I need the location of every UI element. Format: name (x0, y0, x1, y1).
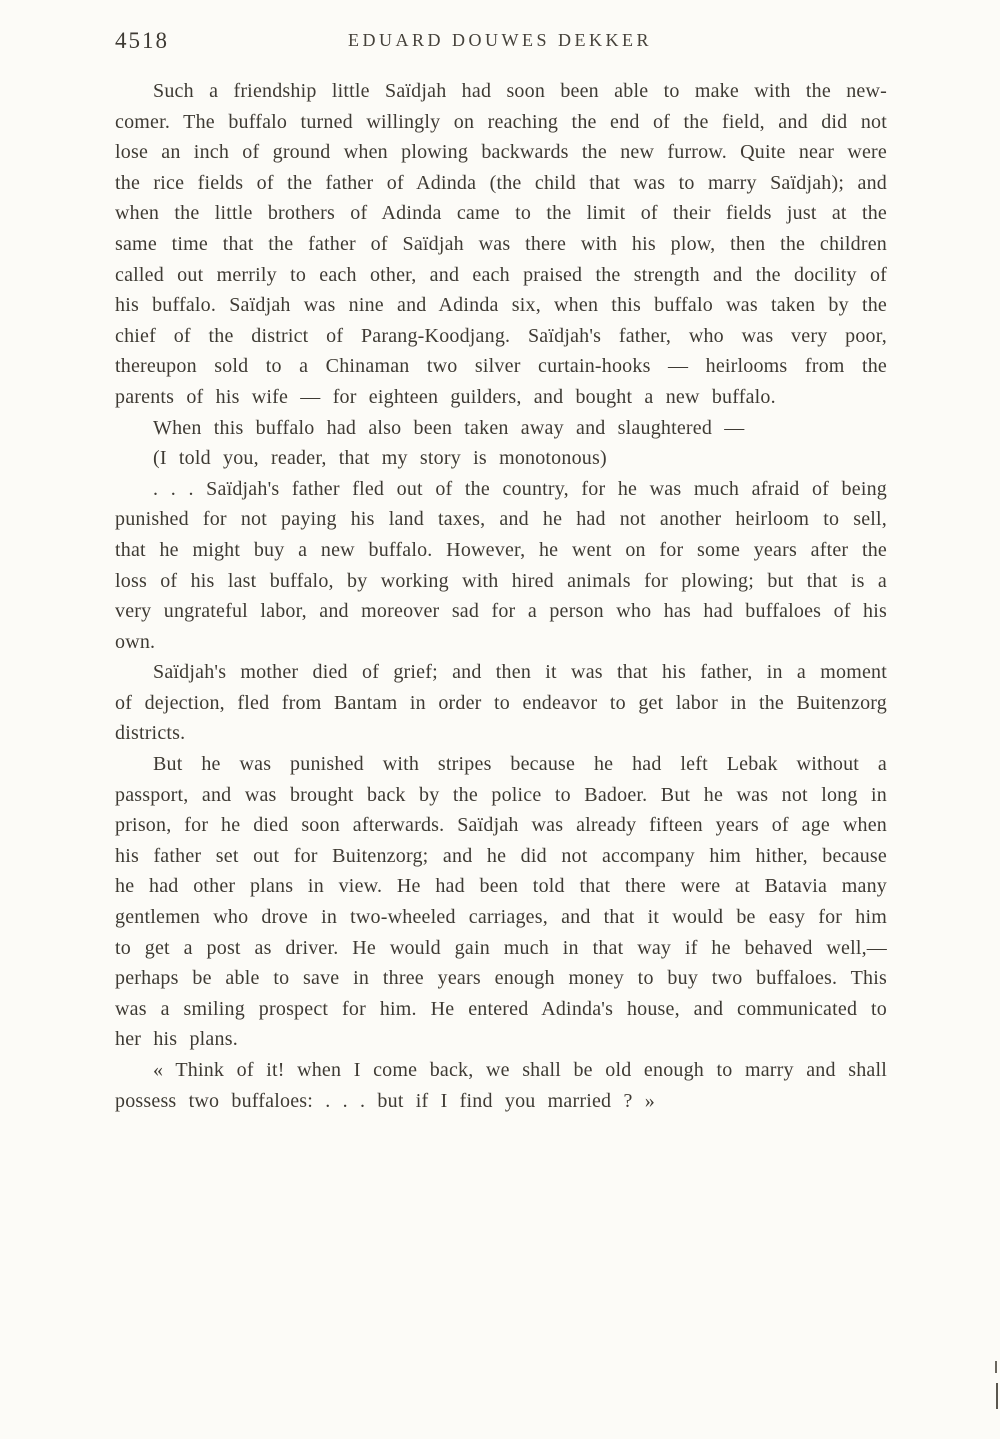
paragraph: « Think of it! when I come back, we shall be old enough to marry and shall possess two buffaloes: . . . but if I find you married ? » (115, 1059, 887, 1112)
paragraph: Saïdjah's mother died of grief; and then it was that his father, in a moment of dejection, fled from Bantam in order to endeavor to get labor in the Buitenzorg districts. (115, 661, 887, 745)
running-title: EDUARD DOUWES DEKKER (348, 30, 652, 50)
paragraph: . . . Saïdjah's father fled out of the country, for he was much afraid of being punished for not paying his land taxes, and he had not another heirloom to sell, that he might buy a new buffalo. However, he went on for some years after the loss of his last buffalo, by working with hired animals for plowing; but that is a very ungrateful labor, and moreover sad for a person who has had buffaloes of his own. (115, 477, 887, 653)
paragraph: (I told you, reader, that my story is monotonous) (153, 447, 607, 470)
page-header (0, 0, 1000, 62)
paragraph: When this buffalo had also been taken away and slaughtered — (153, 416, 745, 439)
page-body (115, 76, 887, 1116)
paragraph: But he was punished with stripes because he had left Lebak without a passport, and was brought back by the police to Badoer. But he was not long in prison, for he died soon afterwards. Saïdjah was already fifteen years of age when his father set out for Buitenzorg; and he did not accompany him hither, because he had other plans in view. He had been told that there were at Batavia many gentlemen who drove in two-wheeled carriages, and that it would be easy for him to get a post as driver. He would gain much in that way if he behaved well,— perhaps be able to save in three years enough money to buy two buffaloes. This was a smiling prospect for him. He entered Adinda's house, and communicated to her his plans. (115, 753, 887, 1051)
page-number: 4518 (115, 28, 169, 53)
scan-artifact (996, 1383, 998, 1409)
paragraph: Such a friendship little Saïdjah had soon been able to make with the new-comer. The buffalo turned willingly on reaching the end of the field, and did not lose an inch of ground when plowing backwards the new furrow. Quite near were the rice fields of the father of Adinda (the child that was to marry Saïdjah); and when the little brothers of Adinda came to the limit of their fields just at the same time that the father of Saïdjah was there with his plow, then the children called out merrily to each other, and each praised the strength and the docility of his buffalo. Saïdjah was nine and Adinda six, when this buffalo was taken by the chief of the district of Parang-Koodjang. Saïdjah's father, who was very poor, thereupon sold to a Chinaman two silver curtain-hooks — heirlooms from the parents of his wife — for eighteen guilders, and bought a new buffalo. (115, 80, 887, 408)
scan-artifact (995, 1361, 997, 1373)
